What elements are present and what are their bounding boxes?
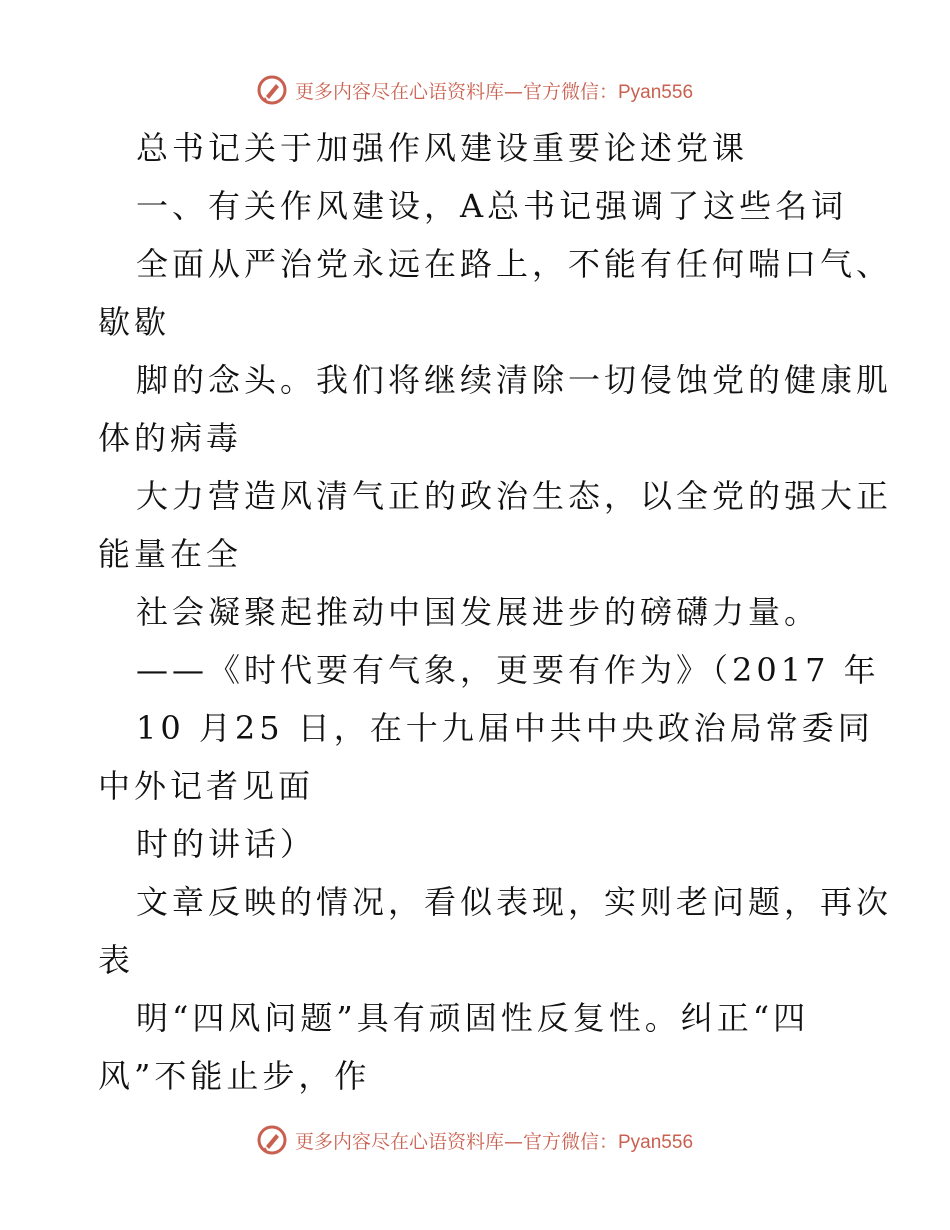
citation-line: 时的讲话） <box>136 825 317 863</box>
text-line: 风”不能止步，作 <box>98 1057 371 1095</box>
footer-watermark <box>0 1120 950 1160</box>
watermark-text: 更多内容尽在心语资料库—官方微信：Pyan556 <box>294 1130 694 1153</box>
text-line: 明“四风问题”具有顽固性反复性。纠正“四 <box>136 999 810 1037</box>
section-heading: 一、有关作风建设，A总书记强调了这些名词 <box>136 187 848 225</box>
text-line: 歇歇 <box>98 303 171 341</box>
text-line: 体的病毒 <box>98 419 243 457</box>
pen-logo-icon <box>257 75 287 105</box>
citation-line: 10 月25 日，在十九届中共中央政治局常委同 <box>136 709 874 747</box>
pen-logo-icon <box>257 1125 287 1155</box>
text-line: 社会凝聚起推动中国发展进步的磅礴力量。 <box>136 593 821 631</box>
header-watermark <box>0 70 950 110</box>
text-line: 表 <box>98 941 135 979</box>
text-line: 能量在全 <box>98 535 243 573</box>
citation-line: ——《时代要有气象，更要有作为》（2017 年 <box>136 651 880 689</box>
text-line: 脚的念头。我们将继续清除一切侵蚀党的健康肌 <box>136 361 893 399</box>
text-line: 文章反映的情况，看似表现，实则老问题，再次 <box>136 883 893 921</box>
watermark-text: 更多内容尽在心语资料库—官方微信：Pyan556 <box>294 80 694 103</box>
document-title: 总书记关于加强作风建设重要论述党课 <box>136 129 749 167</box>
text-line: 全面从严治党永远在路上，不能有任何喘口气、 <box>136 245 893 283</box>
citation-line: 中外记者见面 <box>98 767 315 805</box>
text-line: 大力营造风清气正的政治生态，以全党的强大正 <box>136 477 893 515</box>
